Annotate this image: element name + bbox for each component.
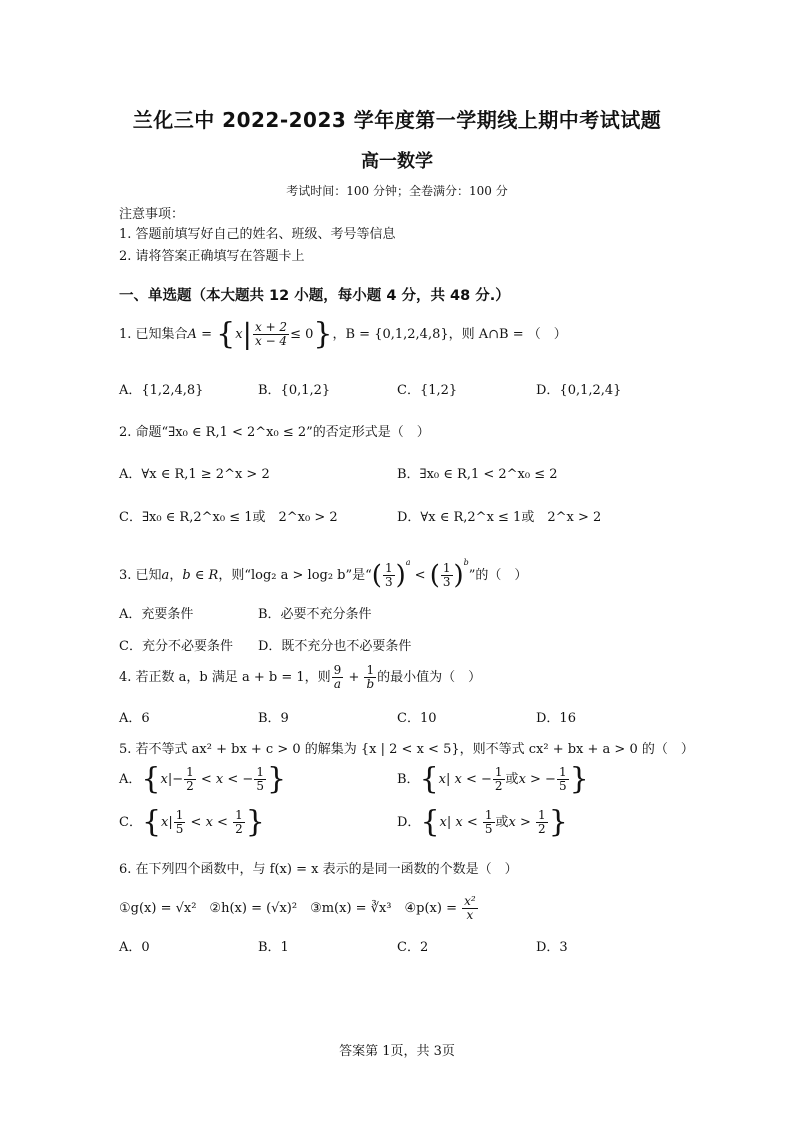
q5b-frac-1 bbox=[493, 766, 505, 792]
q6-functions bbox=[119, 891, 479, 927]
q5c-frac-2 bbox=[233, 809, 245, 835]
q5a-minus: − bbox=[172, 772, 184, 787]
q5c-n2: 1 bbox=[235, 808, 243, 823]
q5a-left-brace: { bbox=[141, 761, 161, 797]
q1-eq: = bbox=[196, 327, 217, 342]
q5-option-d: D．{x| x < $\frac{1}{5}$ 或x > $\frac{1}{2}$ } bbox=[397, 804, 568, 840]
q5b-label: B． bbox=[397, 772, 420, 787]
q2-option-b: B．∃x₀ ∈ R,1 < 2^x₀ ≤ 2 bbox=[397, 467, 558, 482]
q2-option-a: A．∀x ∈ R,1 ≥ 2^x > 2 bbox=[119, 467, 270, 482]
q3-prefix: 3. 已知 bbox=[119, 568, 162, 583]
q5c-lt: < x < bbox=[186, 815, 233, 830]
q3-comma: ， bbox=[169, 568, 183, 583]
q1-set-b: B = {0,1,2,4,8} bbox=[345, 327, 449, 342]
q5a-lt: < x < − bbox=[196, 772, 254, 787]
q1-left-brace: { bbox=[216, 316, 236, 352]
note-item-2: 2. 请将答案正确填写在答题卡上 bbox=[119, 249, 305, 264]
q5d-right-brace: } bbox=[548, 804, 568, 840]
q6-den: x bbox=[466, 908, 474, 922]
q1-den: x − 4 bbox=[254, 334, 288, 348]
q5c-right-brace: } bbox=[245, 804, 265, 840]
q1-set-a: A bbox=[187, 327, 197, 342]
q4-option-d: D．16 bbox=[536, 711, 576, 726]
q3-frac-2-num: 1 bbox=[442, 561, 451, 576]
question-2-stem: 2. 命题“∃x₀ ∈ R,1 < 2^x₀ ≤ 2”的否定形式是（ ） bbox=[119, 425, 430, 440]
q5c-x: x bbox=[161, 815, 169, 830]
q1-option-a: A．{1,2,4,8} bbox=[119, 383, 204, 398]
q4-frac-1 bbox=[332, 664, 344, 690]
q5d-or: 或 bbox=[495, 815, 509, 830]
q6-option-b: B．1 bbox=[258, 940, 289, 955]
exam-title: 兰化三中 2022-2023 学年度第一学期线上期中考试试题 bbox=[132, 108, 662, 132]
q5b-d1: 2 bbox=[494, 779, 503, 793]
q5b-t2: x > − bbox=[518, 772, 556, 787]
q5b-d2: 5 bbox=[558, 779, 567, 793]
q5d-label: D． bbox=[397, 815, 421, 830]
question-3-stem bbox=[119, 545, 527, 594]
q4-option-a: A．6 bbox=[119, 711, 150, 726]
q5b-left-brace: { bbox=[419, 761, 439, 797]
q5a-frac-2 bbox=[254, 766, 266, 792]
q6-option-c: C．2 bbox=[397, 940, 429, 955]
q3-frac-1-den: 3 bbox=[384, 575, 393, 589]
q5c-d2: 2 bbox=[235, 822, 243, 836]
q5d-d2: 2 bbox=[538, 822, 546, 836]
q5d-left-brace: { bbox=[420, 804, 440, 840]
q5d-frac-1 bbox=[483, 809, 495, 835]
q3-option-a: A．充要条件 bbox=[119, 607, 194, 622]
q1-prefix: 1. 已知集合 bbox=[119, 327, 188, 342]
q1-tail: ，则 A∩B = （ ） bbox=[448, 327, 567, 342]
q3-a: a bbox=[161, 568, 170, 583]
q2-option-d: D．∀x ∈ R,2^x ≤ 1或 2^x > 2 bbox=[397, 510, 602, 525]
q5b-t1: x < − bbox=[454, 772, 492, 787]
q5-option-a: A．{x|− $\frac{1}{2}$ < x < − $\frac{1}{5}$ } bbox=[119, 761, 287, 797]
q4-prefix: 4. 若正数 a，b 满足 a + b = 1，则 bbox=[119, 670, 331, 685]
q2-option-c: C．∃x₀ ∈ R,2^x₀ ≤ 1或 2^x₀ > 2 bbox=[119, 510, 338, 525]
q5a-label: A． bbox=[119, 772, 142, 787]
q3-frac-2-den: 3 bbox=[442, 575, 451, 589]
q4-plus: + bbox=[344, 670, 364, 685]
q1-elem: x bbox=[235, 327, 243, 342]
q3-frac-1 bbox=[383, 562, 395, 588]
q5b-frac-2 bbox=[557, 766, 569, 792]
q5d-x: x bbox=[439, 815, 447, 830]
q3-option-d: D．既不充分也不必要条件 bbox=[258, 639, 412, 654]
q5c-frac-1 bbox=[174, 809, 186, 835]
q5a-x: x bbox=[160, 772, 168, 787]
q5c-left-brace: { bbox=[141, 804, 162, 840]
q6-num: x² bbox=[464, 894, 476, 909]
q3-lt: < bbox=[410, 568, 430, 583]
q3-tail: ”的（ ） bbox=[468, 568, 528, 583]
q5b-x: x bbox=[438, 772, 446, 787]
q5a-right-brace: } bbox=[266, 761, 287, 797]
q1-fraction bbox=[253, 321, 289, 347]
q3-option-c: C．充分不必要条件 bbox=[119, 639, 233, 654]
q6-fraction bbox=[462, 895, 478, 921]
q4-frac-2 bbox=[364, 664, 376, 690]
q5a-n2: 1 bbox=[256, 765, 264, 780]
q1-mid: ， bbox=[332, 327, 346, 342]
q3-option-b: B．必要不充分条件 bbox=[258, 607, 372, 622]
question-1-stem bbox=[119, 317, 567, 353]
question-5-stem: 5. 若不等式 ax² + bx + c > 0 的解集为 {x | 2 < x < 5}，则不等式 cx² + bx + a > 0 的（ ） bbox=[119, 742, 694, 757]
q3-frac-1-num: 1 bbox=[384, 561, 393, 576]
question-6-stem: 6. 在下列四个函数中，与 f(x) = x 表示的是同一函数的个数是（ ） bbox=[119, 862, 518, 877]
q5c-d1: 5 bbox=[175, 822, 184, 836]
q5b-right-brace: } bbox=[569, 761, 589, 797]
q1-option-c: C．{1,2} bbox=[397, 383, 458, 398]
note-item-1: 1. 答题前填写好自己的姓名、班级、考号等信息 bbox=[119, 227, 396, 242]
question-4-stem bbox=[119, 660, 481, 696]
q4-option-b: B．9 bbox=[258, 711, 289, 726]
q4-tail: 的最小值为（ ） bbox=[377, 670, 482, 685]
page-footer: 答案第 1页，共 3页 bbox=[339, 1044, 455, 1059]
q5b-n1: 1 bbox=[494, 765, 503, 780]
q4-d1: a bbox=[333, 677, 342, 691]
q1-num: x + 2 bbox=[254, 320, 288, 335]
q5-option-b: B．{x| x < − $\frac{1}{2}$ 或x > − $\frac{1}{5}$ } bbox=[397, 761, 589, 797]
q1-right-brace: } bbox=[313, 316, 333, 352]
q3-exp-a: a bbox=[405, 558, 411, 567]
q4-n1: 9 bbox=[333, 663, 342, 678]
q6-funcs-text: ①g(x) = √x² ②h(x) = (√x)² ③m(x) = ∛x³ ④p(x) = bbox=[119, 901, 462, 916]
q5a-frac-1 bbox=[184, 766, 196, 792]
q5a-n1: 1 bbox=[186, 765, 194, 780]
q6-option-a: A．0 bbox=[119, 940, 150, 955]
q5d-t1: x < bbox=[455, 815, 482, 830]
q3-paren-close-1: ) bbox=[395, 560, 406, 591]
q3-frac-2 bbox=[441, 562, 453, 588]
q5d-t2: x > bbox=[508, 815, 536, 830]
q5c-n1: 1 bbox=[175, 808, 184, 823]
notes-heading: 注意事项： bbox=[119, 207, 185, 222]
q1-le0: ≤ 0 bbox=[290, 327, 314, 342]
q3-paren-close-2: ) bbox=[453, 560, 464, 591]
q3-paren-open-1: ( bbox=[371, 560, 382, 591]
section-heading: 一、单选题（本大题共 12 小题，每小题 4 分，共 48 分.） bbox=[119, 288, 510, 304]
q5d-n2: 1 bbox=[538, 808, 546, 823]
q5d-d1: 5 bbox=[484, 822, 493, 836]
q4-d2: b bbox=[366, 677, 375, 691]
q5d-n1: 1 bbox=[484, 808, 493, 823]
q5c-label: C． bbox=[119, 815, 142, 830]
q3-b-in-r: b ∈ R bbox=[182, 568, 219, 583]
q5b-n2: 1 bbox=[558, 765, 567, 780]
q4-option-c: C．10 bbox=[397, 711, 437, 726]
q4-n2: 1 bbox=[366, 663, 375, 678]
exam-subject: 高一数学 bbox=[361, 151, 433, 172]
q5a-d2: 5 bbox=[256, 779, 264, 793]
q3-paren-open-2: ( bbox=[429, 560, 440, 591]
q1-bar: | bbox=[242, 317, 252, 351]
q3-exp-b: b bbox=[463, 558, 469, 567]
q5d-frac-2 bbox=[536, 809, 548, 835]
q1-option-b: B．{0,1,2} bbox=[258, 383, 331, 398]
q1-option-d: D．{0,1,2,4} bbox=[536, 383, 622, 398]
q5b-or: 或 bbox=[505, 772, 519, 787]
q3-then: ，则“log₂ a > log₂ b”是“ bbox=[218, 568, 372, 583]
q5-option-c: C．{x| $\frac{1}{5}$ < x < $\frac{1}{2}$ } bbox=[119, 804, 265, 840]
exam-meta: 考试时间：100 分钟；全卷满分：100 分 bbox=[286, 184, 508, 198]
q5a-d1: 2 bbox=[186, 779, 194, 793]
q6-option-d: D．3 bbox=[536, 940, 568, 955]
